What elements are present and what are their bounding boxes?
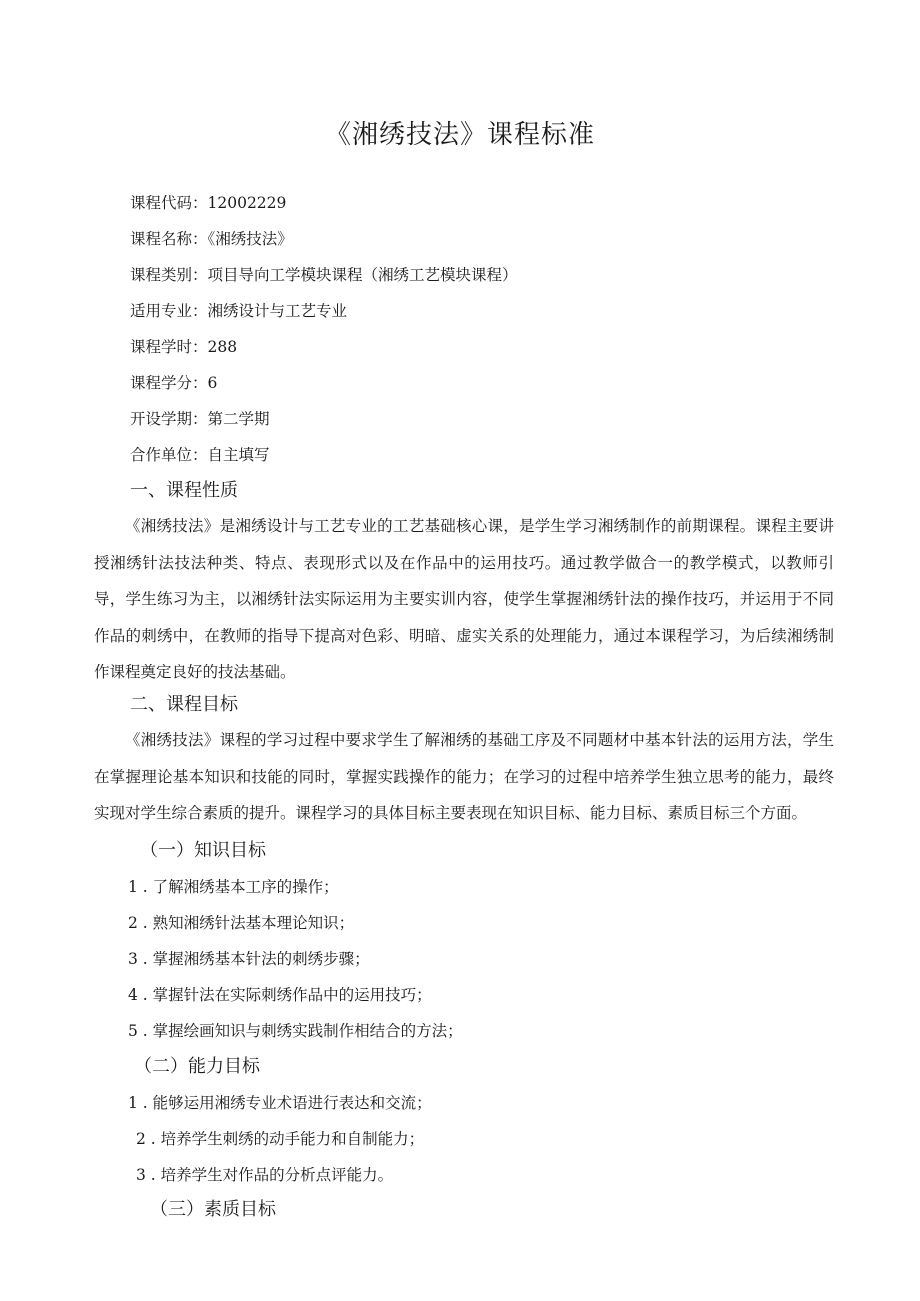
- list-item: 3 . 掌握湘绣基本针法的刺绣步骤；: [128, 950, 370, 968]
- list-item: 1 . 能够运用湘绣专业术语进行表达和交流；: [128, 1094, 432, 1112]
- section-body-nature: 《湘绣技法》是湘绣设计与工艺专业的工艺基础核心课，是学生学习湘绣制作的前期课程。课程主要讲授湘绣针法技法种类、特点、表现形式以及在作品中的运用技巧。通过教学做合一的教学模式，以教师引导，学生练习为主，以湘绣针法实际运用为主要实训内容，使学生掌握湘绣针法的操作技巧，并运用于不同作品的刺绣中，在教师的指导下提高对色彩、明暗、虚实关系的处理能力，通过本课程学习，为后续湘绣制作课程奠定良好的技法基础。: [94, 517, 834, 681]
- meta-credits: 课程学分：6: [130, 374, 218, 392]
- list-item: 5 . 掌握绘画知识与刺绣实践制作相结合的方法；: [128, 1022, 463, 1040]
- list-item: 4 . 掌握针法在实际刺绣作品中的运用技巧；: [128, 986, 432, 1004]
- list-item: 1 . 了解湘绣基本工序的操作；: [128, 878, 339, 896]
- meta-course-name: 课程名称：《湘绣技法》: [130, 230, 293, 248]
- meta-course-code: 课程代码：12002229: [130, 194, 287, 212]
- list-item: 3 . 培养学生对作品的分析点评能力。: [136, 1166, 394, 1184]
- subsection-heading-quality: （三）素质目标: [150, 1199, 276, 1220]
- subsection-heading-knowledge: （一）知识目标: [140, 840, 266, 861]
- list-item: 2 . 培养学生刺绣的动手能力和自制能力；: [136, 1130, 425, 1148]
- section-body-objectives: 《湘绣技法》课程的学习过程中要求学生了解湘绣的基础工序及不同题材中基本针法的运用方法，学生在掌握理论基本知识和技能的同时，掌握实践操作的能力；在学习的过程中培养学生独立思考的能力，最终实现对学生综合素质的提升。课程学习的具体目标主要表现在知识目标、能力目标、素质目标三个方面。: [94, 731, 834, 822]
- meta-semester: 开设学期：第二学期: [130, 410, 270, 428]
- meta-hours: 课程学时：288: [130, 338, 238, 356]
- meta-course-category: 课程类别：项目导向工学模块课程（湘绣工艺模块课程）: [130, 266, 518, 284]
- meta-major: 适用专业：湘绣设计与工艺专业: [130, 302, 348, 320]
- section-heading-nature: 一、课程性质: [130, 480, 238, 501]
- list-item: 2 . 熟知湘绣针法基本理论知识；: [128, 914, 355, 932]
- document-title: 《湘绣技法》课程标准: [324, 120, 595, 150]
- subsection-heading-ability: （二）能力目标: [134, 1056, 260, 1077]
- meta-partner: 合作单位：自主填写: [130, 446, 270, 464]
- section-heading-objectives: 二、课程目标: [130, 694, 238, 715]
